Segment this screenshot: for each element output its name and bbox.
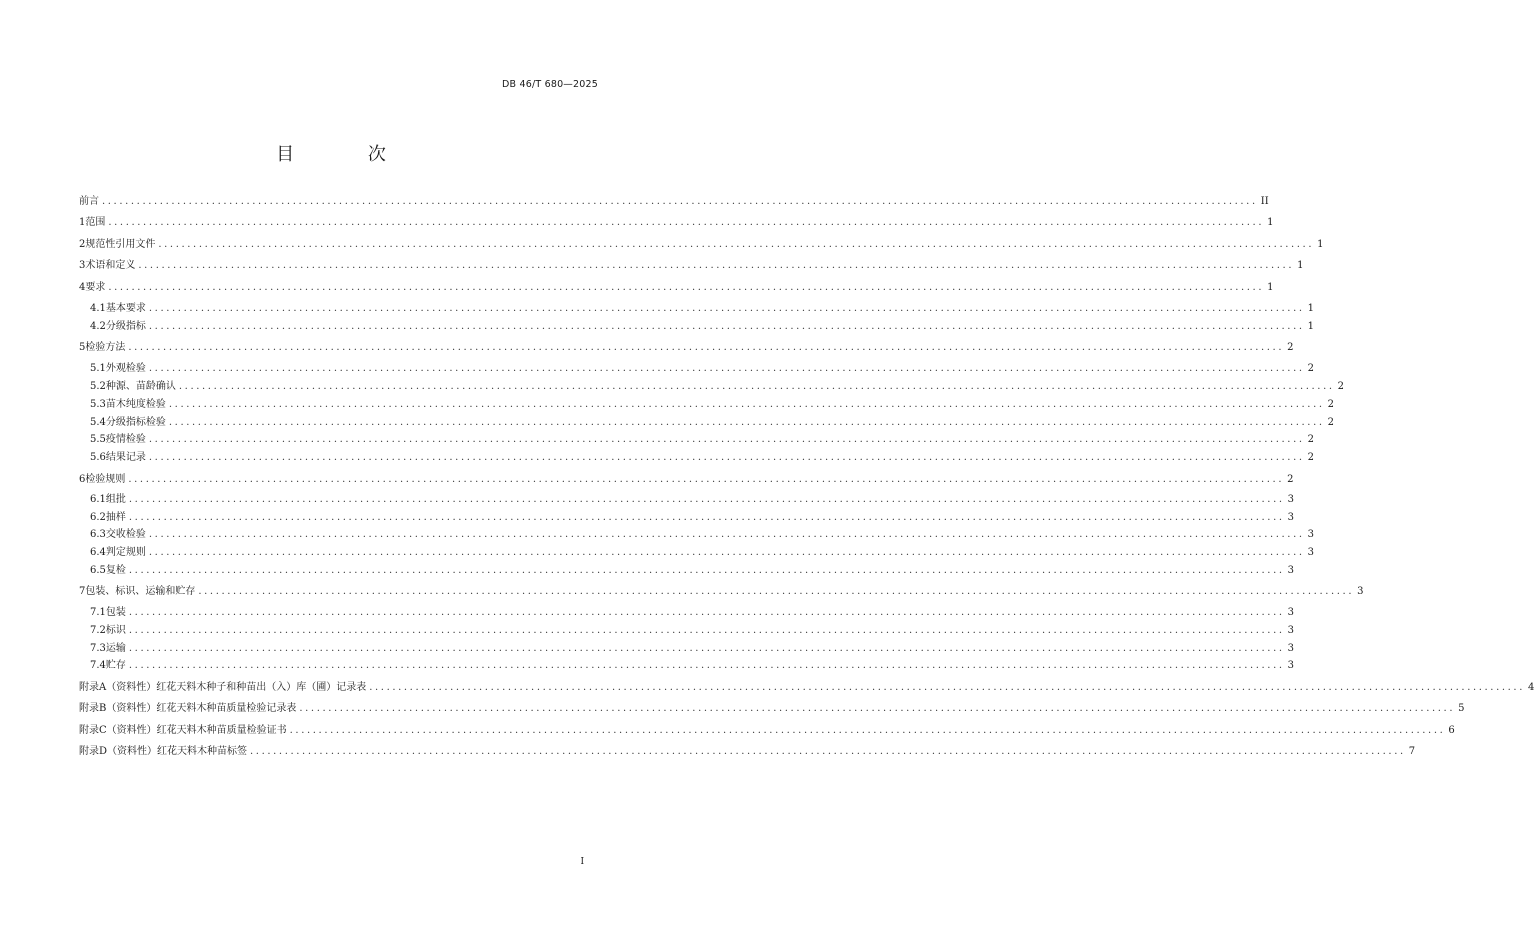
toc-entry[interactable] [90,509,1295,526]
toc-entry-number: 5.6 [90,452,106,463]
toc-entry-page: 1 [1267,282,1274,293]
toc-entry[interactable] [90,562,1295,579]
toc-dot-leader: ........................................................................................................................................................................................................ [128,660,1285,671]
toc-dot-leader: ........................................................................................................................................................................................................ [369,682,1525,693]
toc-entry-page: 3 [1307,529,1315,540]
toc-entry[interactable] [90,360,1315,377]
toc-entry-title: 外观检验 [105,363,146,374]
toc-entry-page: 4 [1527,682,1534,693]
toc-entry[interactable] [79,257,1304,274]
toc-entry-title: 结果记录 [105,452,146,463]
toc-entry-page: 3 [1287,625,1295,636]
toc-entry-number: 5.5 [90,434,106,445]
toc-dot-leader: ........................................................................................................................................................................................................ [148,529,1305,540]
toc-entry-number: 4 [79,282,86,293]
toc-entry-number: 2 [79,239,86,250]
toc-entry-number: 6.4 [90,547,106,558]
page-number: I [580,857,584,867]
toc-dot-leader: ........................................................................................................................................................................................................ [108,217,1265,228]
toc-dot-leader: ........................................................................................................................................................................................................ [250,746,1406,757]
toc-entry-number: 6.1 [90,494,106,505]
toc-entry-title: 要求 [85,282,106,293]
toc-dot-leader: ........................................................................................................................................................................................................ [148,547,1305,558]
toc-dot-leader: ........................................................................................................................................................................................................ [198,586,1355,597]
toc-entry-number: 6.5 [90,565,106,576]
toc-entry[interactable] [90,526,1315,543]
toc-dot-leader: ........................................................................................................................................................................................................ [148,363,1305,374]
toc-entry-page: 2 [1287,342,1294,353]
toc-entry-page: 3 [1287,607,1295,618]
toc-entry-number: 6.3 [90,529,106,540]
toc-entry-title: 判定规则 [105,547,146,558]
toc-entry[interactable] [90,544,1315,561]
toc-entry-number: 4.1 [90,303,106,314]
toc-entry-title: 范围 [85,217,106,228]
toc-dot-leader: ........................................................................................................................................................................................................ [168,417,1325,428]
toc-entry-title: 基本要求 [105,303,146,314]
toc-entry-page: 1 [1297,260,1304,271]
toc-entry[interactable] [90,431,1315,448]
toc-dot-leader: ........................................................................................................................................................................................................ [148,452,1305,463]
toc-entry[interactable] [90,378,1345,395]
toc-entry-title: 包装 [105,607,126,618]
toc-entry-number: 7 [79,586,86,597]
toc-entry-page: 3 [1287,660,1295,671]
toc-dot-leader: ........................................................................................................................................................................................................ [168,399,1325,410]
toc-entry-number: 5.2 [90,381,106,392]
toc-entry-title: 疫情检验 [105,434,146,445]
toc-dot-leader: ........................................................................................................................................................................................................ [128,474,1285,485]
toc-entry-title: 前言 [79,196,99,207]
toc-entry-title: 复检 [105,565,126,576]
toc-entry-title: 运输 [105,643,126,654]
toc-dot-leader: ........................................................................................................................................................................................................ [148,321,1305,332]
toc-entry-page: 1 [1307,303,1315,314]
toc-entry[interactable] [90,604,1295,621]
toc-entry[interactable] [90,414,1335,431]
toc-entry-title: 标识 [105,625,126,636]
toc-entry-title: 红花天料木种苗标签 [157,746,248,757]
toc-dot-leader: ........................................................................................................................................................................................................ [289,725,1446,736]
toc-entry-number: 7.4 [90,660,106,671]
toc-entry[interactable] [79,583,1364,600]
toc-entry-number: 附录A（资料性） [79,682,157,693]
toc-entry-page: 3 [1287,643,1295,654]
toc-entry[interactable] [79,722,1455,739]
toc-entry-number: 1 [79,217,86,228]
toc-entry[interactable] [79,214,1274,231]
toc-dot-leader: ........................................................................................................................................................................................................ [128,565,1285,576]
toc-entry-number: 6.2 [90,512,106,523]
toc-dot-leader: ........................................................................................................................................................................................................ [128,607,1285,618]
toc-entry-number: 附录D（资料性） [79,746,158,757]
toc-entry[interactable] [79,743,1416,760]
toc-dot-leader: ........................................................................................................................................................................................................ [108,282,1265,293]
toc-entry-number: 5 [79,342,86,353]
toc-entry[interactable] [79,471,1294,488]
toc-entry[interactable] [79,279,1274,296]
toc-dot-leader: ........................................................................................................................................................................................................ [148,303,1305,314]
toc-entry-title: 红花天料木种子和种苗出（入）库（圃）记录表 [156,682,367,693]
toc-entry-title: 交收检验 [105,529,146,540]
toc-entry[interactable] [90,491,1295,508]
toc-entry-title: 组批 [105,494,126,505]
toc-entry-number: 附录B（资料性） [79,703,157,714]
toc-entry-title: 红花天料木种苗质量检验证书 [156,725,287,736]
toc-entry-title: 贮存 [105,660,126,671]
toc-entry-title: 种源、苗龄确认 [105,381,176,392]
toc-entry-title: 检验规则 [85,474,126,485]
toc-entry-page: 3 [1287,512,1295,523]
document-code: DB 46/T 680—2025 [502,79,598,90]
toc-entry-page: 2 [1307,452,1315,463]
toc-dot-leader: ........................................................................................................................................................................................................ [128,625,1285,636]
toc-entry-page: 7 [1408,746,1416,757]
toc-entry-number: 7.2 [90,625,106,636]
toc-entry[interactable] [90,300,1315,317]
toc-entry-page: 2 [1327,417,1335,428]
toc-dot-leader: ........................................................................................................................................................................................................ [148,434,1305,445]
toc-entry[interactable] [79,679,1534,696]
toc-dot-leader: ........................................................................................................................................................................................................ [128,643,1285,654]
toc-entry[interactable] [79,236,1324,253]
toc-entry-number: 5.3 [90,399,106,410]
toc-entry-number: 6 [79,474,86,485]
toc-entry-page: 1 [1307,321,1315,332]
toc-entry-title: 包装、标识、运输和贮存 [85,586,196,597]
toc-entry[interactable] [90,657,1295,674]
toc-entry-page: 1 [1267,217,1274,228]
toc-entry-page: 2 [1327,399,1335,410]
toc-entry-page: 3 [1357,586,1364,597]
toc-entry-title: 分级指标 [105,321,146,332]
toc-dot-leader: ........................................................................................................................................................................................................ [299,703,1456,714]
toc-dot-leader: ........................................................................................................................................................................................................ [178,381,1335,392]
toc-entry-page: 5 [1458,703,1465,714]
toc-entry-title: 分级指标检验 [105,417,166,428]
toc-entry-page: 3 [1287,494,1295,505]
toc-entry-page: 2 [1337,381,1345,392]
toc-entry-page: 2 [1307,434,1315,445]
toc-dot-leader: ........................................................................................................................................................................................................ [158,239,1315,250]
toc-entry-number: 5.1 [90,363,106,374]
toc-entry-title: 红花天料木种苗质量检验记录表 [156,703,297,714]
toc-entry[interactable] [79,700,1465,717]
toc-entry-title: 检验方法 [85,342,126,353]
toc-entry-page: 3 [1287,565,1295,576]
toc-entry-page: 2 [1287,474,1294,485]
toc-entry[interactable] [79,193,1269,210]
toc-dot-leader: ........................................................................................................................................................................................................ [128,342,1285,353]
toc-entry-page: 3 [1307,547,1315,558]
toc-entry-title: 抽样 [105,512,126,523]
toc-dot-leader: ........................................................................................................................................................................................................ [128,494,1285,505]
toc-entry[interactable] [90,640,1295,657]
toc-dot-leader: ........................................................................................................................................................................................................ [138,260,1295,271]
toc-entry-number: 5.4 [90,417,106,428]
toc-entry[interactable] [90,396,1335,413]
toc-entry[interactable] [79,339,1294,356]
toc-entry-page: 6 [1448,725,1455,736]
toc-entry-number: 附录C（资料性） [79,725,157,736]
toc-entry-title: 术语和定义 [85,260,136,271]
toc-entry-page: II [1260,196,1269,207]
toc-entry-number: 3 [79,260,86,271]
toc-entry[interactable] [90,449,1315,466]
toc-dot-leader: ........................................................................................................................................................................................................ [128,512,1285,523]
toc-entry-number: 7.1 [90,607,106,618]
toc-entry-number: 7.3 [90,643,106,654]
toc-entry-number: 4.2 [90,321,106,332]
toc-entry-page: 1 [1317,239,1324,250]
toc-entry-page: 2 [1307,363,1315,374]
toc-entry[interactable] [90,318,1315,335]
toc-entry-title: 规范性引用文件 [85,239,156,250]
page-title: 目 次 [276,144,420,165]
toc-dot-leader: ........................................................................................................................................................................................................ [102,196,1258,207]
toc-entry[interactable] [90,622,1295,639]
toc-entry-title: 苗木纯度检验 [105,399,166,410]
